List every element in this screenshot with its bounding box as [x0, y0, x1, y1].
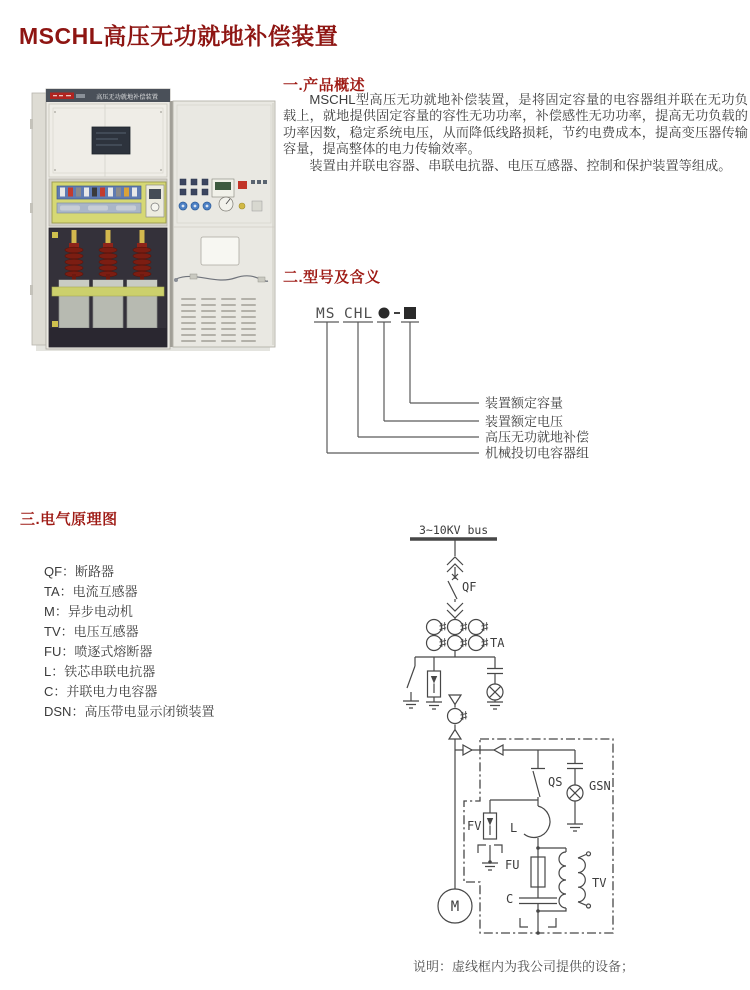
- overview-paragraph: MSCHL型高压无功就地补偿装置，是将固定容量的电容器组并联在无功负载上，就地提供固定容量的容性无功功率，补偿感性无功功率，提高无功负载的功率因数，稳定系统电压，从而降低线路损耗，节约电费成本，提高变压器传输容量，提高整体的电力传输效率。: [283, 92, 748, 157]
- busbar-strip: [52, 287, 164, 296]
- legend-item: DSN：高压带电显示闭锁装置: [44, 704, 215, 719]
- model-prefix-chl: CHL: [344, 306, 374, 322]
- label-ta: TA: [490, 636, 505, 650]
- legend-item: TV：电压互感器: [44, 624, 139, 639]
- label-gsn: GSN: [589, 779, 611, 793]
- model-designation-diagram: [300, 295, 635, 470]
- model-label-capacity: 装置额定容量: [485, 395, 564, 411]
- disconnector-qs-icon: [531, 750, 545, 801]
- schematic-note: 说明：虚线框内为我公司提供的设备；: [413, 959, 635, 974]
- cabinet-control-compartment: [49, 179, 167, 226]
- legend-item: C：并联电力电容器: [44, 684, 158, 699]
- legend-item: M：异步电动机: [44, 604, 133, 619]
- label-l: L: [510, 821, 518, 835]
- overview-text: [283, 92, 748, 174]
- circuit-diagram: [395, 505, 635, 955]
- model-lines: [314, 322, 479, 453]
- plug-contact-left: [494, 745, 503, 755]
- cabinet-side-panel: [30, 93, 46, 345]
- plug-contact-right: [463, 745, 472, 755]
- feeder-ct-icon: [448, 709, 469, 724]
- model-prefix-ms: MS: [316, 306, 336, 322]
- cabinet-upper-door: [49, 104, 167, 177]
- cabinet-open-door: [173, 101, 275, 347]
- reactor-l-icon: [524, 801, 550, 848]
- model-label-switching: 机械投切电容器组: [485, 445, 590, 461]
- label-fv: FV: [467, 819, 482, 833]
- model-label-voltage: 装置额定电压: [485, 414, 564, 429]
- overview-paragraph: 装置由并联电容器、串联电抗器、电压互感器、控制和保护装置等组成。: [309, 157, 732, 173]
- legend-item: FU：喷逐式熔断器: [44, 644, 153, 659]
- cabinet-banner-text: 高压无功就地补偿装置: [96, 94, 158, 101]
- legend-item: TA：电流互感器: [44, 584, 138, 599]
- page-title: MSCHL高压无功就地补偿装置: [19, 23, 339, 49]
- label-qf: QF: [462, 580, 477, 594]
- current-transformer-icons: [427, 620, 490, 651]
- legend-item: QF：断路器: [44, 564, 115, 579]
- legend-item: L：铁芯串联电抗器: [44, 664, 156, 679]
- voltage-indicator-lamp: [487, 657, 503, 709]
- label-fu: FU: [505, 858, 520, 872]
- fuse-fu-icon: [531, 848, 545, 887]
- model-capacity-placeholder: [404, 307, 416, 319]
- cabinet-banner: [46, 89, 170, 102]
- cabinet-reactor-compartment: [49, 228, 167, 347]
- cabinet-display-window: [92, 127, 130, 154]
- label-m: M: [450, 899, 460, 915]
- breaker-blade: [448, 581, 457, 602]
- contact-arrow-up: [449, 730, 461, 740]
- surge-arrester-icon: [426, 657, 442, 709]
- gsn-indicator-icon: [567, 750, 583, 831]
- contact-arrow-down: [449, 695, 461, 705]
- product-photo: [30, 75, 278, 357]
- document-pocket: [201, 237, 239, 265]
- red-indicator: [238, 181, 247, 189]
- drawout-contact-icon: [447, 603, 463, 618]
- voltage-transformer-icon: [538, 848, 591, 911]
- model-voltage-placeholder: [379, 308, 390, 319]
- schematic-legend: [44, 562, 214, 722]
- label-tv: TV: [592, 876, 607, 890]
- model-label-compensation: 高压无功就地补偿: [485, 429, 590, 445]
- bus-label: 3~10KV bus: [419, 523, 489, 537]
- circuit-wiring: [403, 539, 613, 935]
- section-overview-title: 一.产品概述: [283, 77, 366, 94]
- section-model-title: 二.型号及含义: [283, 269, 381, 286]
- section-schematic-title: 三.电气原理图: [20, 511, 118, 528]
- label-c: C: [506, 892, 514, 906]
- label-qs: QS: [548, 775, 563, 789]
- earthing-switch-icon: [403, 657, 419, 708]
